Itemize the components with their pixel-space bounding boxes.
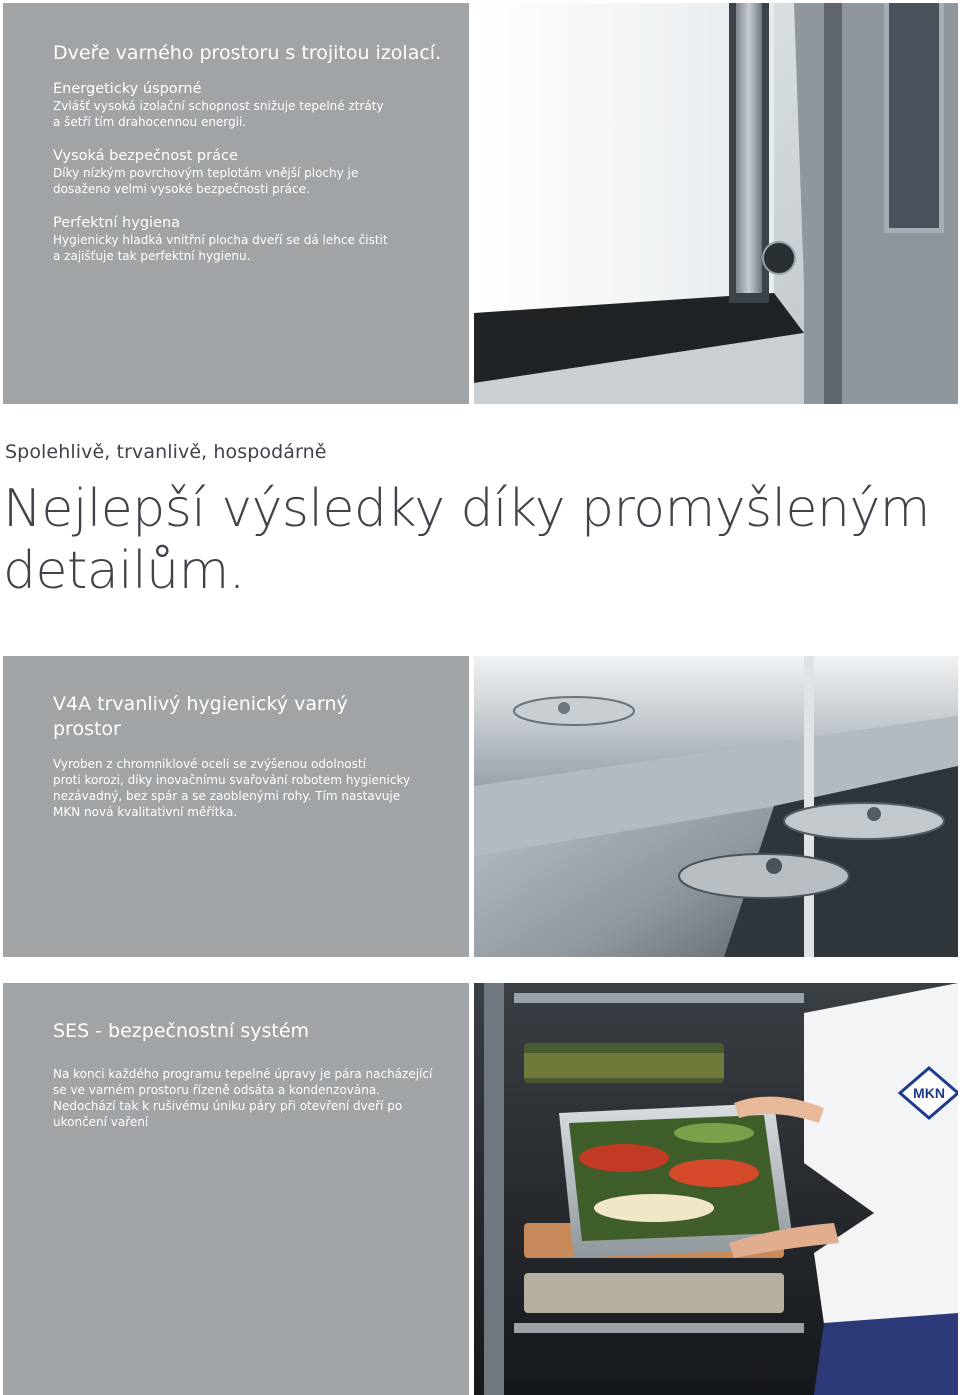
door-item-line: dosaženo velmi vysoké bezpečnosti práce. [53,182,310,196]
door-item-heading: Vysoká bezpečnost práce [53,148,238,164]
door-item-energy [53,80,449,130]
ses-text-line: Na konci každého programu tepelné úpravy je pára nacházející [53,1067,433,1081]
chamber-title-line: V4A trvanlivý hygienický varný [53,693,348,715]
cooking-chamber-image [474,656,958,957]
ses-text-line: ukončení vaření [53,1115,149,1129]
headline-line: detailům. [3,541,245,601]
door-item-line: Zvlášť vysoká izolační schopnost snižuje tepelné ztráty [53,99,384,113]
door-item-line: a zajišťuje tak perfektní hygienu. [53,249,251,263]
logo-text: MKN [913,1085,945,1101]
headline-line: Nejlepší výsledky díky promyšleným [3,479,930,539]
door-info-panel [3,3,469,404]
chamber-text-line: Vyroben z chromniklové oceli se zvýšenou odolností [53,757,366,771]
chamber-photo [474,656,958,957]
door-item-line: Hygienicky hladká vnitřní plocha dveří se dá lehce čistit [53,233,388,247]
door-item-heading: Perfektní hygiena [53,215,181,231]
page-headline [3,478,943,602]
door-title: Dveře varného prostoru s trojitou izolací. [53,42,442,64]
door-item-line: a šetří tím drahocennou energii. [53,115,247,129]
door-item-line: Díky nízkým povrchovým teplotám vnější plochy je [53,166,359,180]
tagline: Spolehlivě, trvanlivě, hospodárně [5,441,327,463]
chamber-title-line: prostor [53,718,121,740]
chamber-text-line: nezávadný, bez spár a se zaoblenými rohy. Tím nastavuje [53,789,401,803]
door-item-hygiene [53,214,449,264]
oven-door-photo [474,3,958,404]
door-item-heading: Energeticky úsporné [53,81,202,97]
chef-photo [474,983,958,1395]
chamber-text-line: MKN nová kvalitativní měřítka. [53,805,238,819]
chef-with-tray-image [474,983,958,1395]
ses-title: SES - bezpečnostní systém [53,1020,310,1042]
chamber-info-panel [3,656,469,957]
oven-door-image [474,3,958,404]
ses-text-line: se ve varném prostoru řízeně odsáta a kondenzována. [53,1083,380,1097]
chamber-text-line: proti korozi, díky inovačnímu svařování robotem hygienicky [53,773,411,787]
ses-text-line: Nedochází tak k rušivému úniku páry při otevření dveří po [53,1099,403,1113]
door-item-safety [53,147,449,197]
ses-info-panel [3,983,469,1395]
chamber-title [53,692,449,742]
